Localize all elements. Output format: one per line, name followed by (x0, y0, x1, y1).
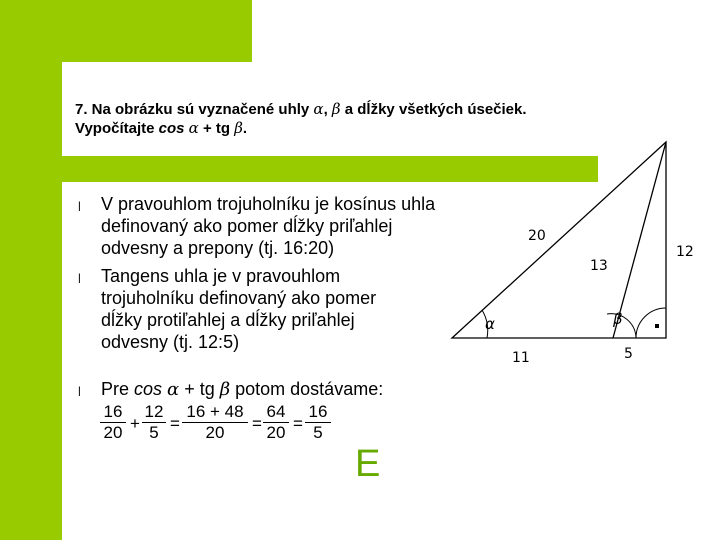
numerator: 16 (305, 402, 331, 423)
beta-label: β (613, 310, 623, 328)
title-text: 7. Na obrázku sú vyznačené uhly (75, 101, 314, 118)
numerator: 16 (100, 402, 126, 423)
cos-text: cos (134, 379, 168, 399)
alpha-label: α (485, 315, 495, 333)
triangle-figure (440, 130, 720, 380)
denominator: 5 (313, 423, 323, 442)
bullet-line: Tangens uhla je v pravouhlom (101, 266, 341, 286)
equals-sign: = (252, 414, 262, 433)
denominator: 5 (149, 423, 159, 442)
alpha-symbol: α (167, 379, 180, 400)
denominator: 20 (266, 423, 286, 442)
bullet-text: Pre (101, 379, 135, 399)
fraction-sum (182, 402, 248, 443)
bullet-line (101, 378, 501, 401)
bullet-text: potom dostávame: (230, 379, 384, 399)
numerator: 16 + 48 (182, 402, 248, 423)
label-inner-segment: 13 (590, 258, 608, 274)
title-text: . (242, 120, 248, 137)
equals-sign: = (293, 414, 303, 433)
title-text: Vypočítajte (75, 120, 159, 137)
plus-sign: + (130, 414, 140, 433)
label-hypotenuse: 20 (528, 228, 546, 244)
numerator: 12 (142, 402, 166, 423)
formula (100, 402, 340, 450)
right-angle-arc (636, 308, 666, 338)
bullet-line: trojuholníku definovaný ako pomer (101, 288, 377, 308)
cos-text: cos (158, 120, 189, 137)
fraction-12-5 (142, 402, 166, 443)
label-base-left: 11 (512, 350, 530, 366)
title-text: a dĺžky všetkých úsečiek. (340, 101, 527, 118)
equals-sign: = (170, 414, 180, 433)
bullet-marker: l (78, 384, 81, 399)
denominator: 20 (103, 423, 123, 442)
alpha-symbol: α (313, 100, 324, 118)
bullet-marker: l (78, 271, 81, 286)
bullet-line: V pravouhlom trojuholníku je kosínus uhla (101, 194, 436, 214)
bullet-line: odvesny (tj. 12:5) (101, 332, 240, 352)
bullet-line: odvesny a prepony (tj. 16:20) (101, 238, 335, 258)
alpha-symbol: α (188, 119, 199, 137)
fraction-16-20 (100, 402, 126, 443)
label-base-right: 5 (624, 346, 633, 362)
denominator: 20 (205, 423, 225, 442)
beta-symbol: β (219, 379, 231, 400)
bullet-line: dĺžky protiľahlej a dĺžky priľahlej (101, 310, 355, 330)
beta-symbol: β (331, 100, 341, 118)
right-angle-dot (655, 324, 659, 328)
answer-letter: E (355, 443, 381, 485)
fraction-64-20 (263, 402, 289, 443)
fraction-16-5 (305, 402, 331, 443)
beta-symbol: β (234, 119, 243, 137)
bullet-line: definovaný ako pomer dĺžky priľahlej (101, 216, 393, 236)
outer-triangle (452, 142, 666, 338)
title-text: + tg (198, 120, 235, 137)
title-line-1 (75, 100, 695, 119)
bullet-item-result (101, 378, 501, 401)
bullet-text: + tg (179, 379, 220, 399)
numerator: 64 (263, 402, 289, 423)
bullet-marker: l (78, 199, 81, 214)
label-vertical-side: 12 (676, 244, 694, 260)
title-text: , (323, 101, 332, 118)
